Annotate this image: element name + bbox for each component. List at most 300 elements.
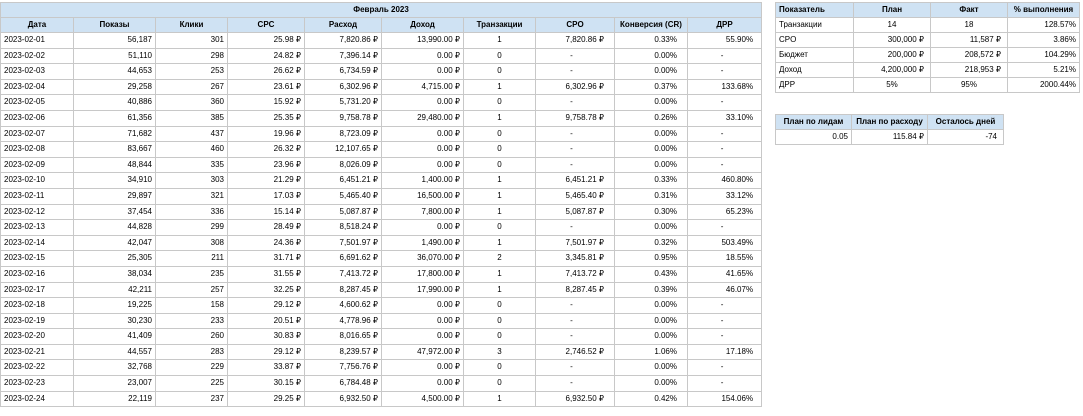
cell-cost: 6,691.62 ₽ bbox=[305, 251, 382, 267]
kpi-header-completion: % выполнения bbox=[1008, 3, 1080, 18]
table-row bbox=[1, 376, 762, 392]
cell-cpo: - bbox=[536, 157, 615, 173]
daily-stats-table bbox=[0, 2, 762, 407]
cell-conversion: 0.00% bbox=[615, 157, 688, 173]
cell-cost: 7,820.86 ₽ bbox=[305, 33, 382, 49]
cell-date: 2023-02-08 bbox=[1, 142, 74, 158]
cell-cost: 6,734.59 ₽ bbox=[305, 64, 382, 80]
cell-date: 2023-02-16 bbox=[1, 266, 74, 282]
cell-cpc: 23.96 ₽ bbox=[228, 157, 305, 173]
cell-drr: 65.23% bbox=[688, 204, 762, 220]
table-row bbox=[1, 220, 762, 236]
kpi-row bbox=[776, 18, 1080, 33]
cell-clicks: 460 bbox=[156, 142, 228, 158]
column-header-clicks: Клики bbox=[156, 18, 228, 33]
cell-conversion: 0.95% bbox=[615, 251, 688, 267]
kpi-cell-metric: Доход bbox=[776, 63, 854, 78]
cell-clicks: 299 bbox=[156, 220, 228, 236]
cell-date: 2023-02-18 bbox=[1, 298, 74, 314]
cell-conversion: 0.00% bbox=[615, 313, 688, 329]
cell-drr: 33.10% bbox=[688, 110, 762, 126]
cell-transactions: 1 bbox=[464, 204, 536, 220]
cell-cpo: - bbox=[536, 360, 615, 376]
cell-cpc: 30.83 ₽ bbox=[228, 329, 305, 345]
cell-income: 0.00 ₽ bbox=[382, 95, 464, 111]
cell-cpo: 6,302.96 ₽ bbox=[536, 79, 615, 95]
cell-date: 2023-02-21 bbox=[1, 344, 74, 360]
table-row bbox=[1, 157, 762, 173]
cell-income: 4,500.00 ₽ bbox=[382, 391, 464, 407]
cell-clicks: 360 bbox=[156, 95, 228, 111]
cell-clicks: 335 bbox=[156, 157, 228, 173]
cell-drr: - bbox=[688, 126, 762, 142]
cell-impressions: 42,211 bbox=[74, 282, 156, 298]
kpi-cell-plan: 4,200,000 ₽ bbox=[854, 63, 931, 78]
cell-impressions: 23,007 bbox=[74, 376, 156, 392]
cell-cost: 4,778.96 ₽ bbox=[305, 313, 382, 329]
cell-drr: 18.55% bbox=[688, 251, 762, 267]
cell-cpc: 25.35 ₽ bbox=[228, 110, 305, 126]
cell-clicks: 385 bbox=[156, 110, 228, 126]
kpi-cell-fact: 95% bbox=[931, 78, 1008, 93]
cell-transactions: 1 bbox=[464, 282, 536, 298]
cell-cpc: 28.49 ₽ bbox=[228, 220, 305, 236]
kpi-header-metric: Показатель bbox=[776, 3, 854, 18]
month-title: Февраль 2023 bbox=[1, 3, 762, 18]
table-row bbox=[1, 64, 762, 80]
cell-conversion: 0.00% bbox=[615, 48, 688, 64]
cell-impressions: 51,110 bbox=[74, 48, 156, 64]
cell-impressions: 44,653 bbox=[74, 64, 156, 80]
cell-cpc: 15.14 ₽ bbox=[228, 204, 305, 220]
cell-conversion: 0.39% bbox=[615, 282, 688, 298]
cell-cpc: 30.15 ₽ bbox=[228, 376, 305, 392]
cell-transactions: 0 bbox=[464, 376, 536, 392]
cell-transactions: 0 bbox=[464, 298, 536, 314]
cell-drr: 41.65% bbox=[688, 266, 762, 282]
cell-cpo: 6,451.21 ₽ bbox=[536, 173, 615, 189]
cell-clicks: 303 bbox=[156, 173, 228, 189]
cell-conversion: 0.00% bbox=[615, 220, 688, 236]
cell-cpo: 7,820.86 ₽ bbox=[536, 33, 615, 49]
table-row bbox=[1, 313, 762, 329]
cell-date: 2023-02-09 bbox=[1, 157, 74, 173]
cell-clicks: 260 bbox=[156, 329, 228, 345]
cell-impressions: 44,828 bbox=[74, 220, 156, 236]
cell-cpo: 3,345.81 ₽ bbox=[536, 251, 615, 267]
cell-cpo: - bbox=[536, 313, 615, 329]
cell-cpo: 8,287.45 ₽ bbox=[536, 282, 615, 298]
cell-conversion: 0.00% bbox=[615, 95, 688, 111]
cell-conversion: 0.32% bbox=[615, 235, 688, 251]
kpi-cell-plan: 200,000 ₽ bbox=[854, 48, 931, 63]
plan-summary-table bbox=[775, 114, 1004, 145]
plan-header-spend-plan: План по расходу bbox=[852, 115, 928, 130]
cell-clicks: 321 bbox=[156, 188, 228, 204]
cell-conversion: 0.33% bbox=[615, 33, 688, 49]
kpi-cell-fact: 218,953 ₽ bbox=[931, 63, 1008, 78]
cell-impressions: 25,305 bbox=[74, 251, 156, 267]
table-row bbox=[1, 391, 762, 407]
cell-income: 0.00 ₽ bbox=[382, 298, 464, 314]
cell-clicks: 298 bbox=[156, 48, 228, 64]
cell-transactions: 1 bbox=[464, 391, 536, 407]
cell-conversion: 0.00% bbox=[615, 298, 688, 314]
cell-conversion: 0.00% bbox=[615, 142, 688, 158]
cell-date: 2023-02-02 bbox=[1, 48, 74, 64]
cell-impressions: 29,897 bbox=[74, 188, 156, 204]
cell-transactions: 1 bbox=[464, 173, 536, 189]
kpi-cell-plan: 14 bbox=[854, 18, 931, 33]
cell-transactions: 0 bbox=[464, 360, 536, 376]
cell-cost: 8,287.45 ₽ bbox=[305, 282, 382, 298]
cell-conversion: 0.00% bbox=[615, 329, 688, 345]
column-header-conversion: Конверсия (CR) bbox=[615, 18, 688, 33]
cell-cost: 7,413.72 ₽ bbox=[305, 266, 382, 282]
cell-date: 2023-02-14 bbox=[1, 235, 74, 251]
kpi-row bbox=[776, 63, 1080, 78]
cell-date: 2023-02-15 bbox=[1, 251, 74, 267]
plan-value-leads-plan: 0.05 bbox=[776, 130, 852, 145]
cell-cpc: 33.87 ₽ bbox=[228, 360, 305, 376]
cell-cost: 6,932.50 ₽ bbox=[305, 391, 382, 407]
cell-impressions: 22,119 bbox=[74, 391, 156, 407]
cell-transactions: 0 bbox=[464, 126, 536, 142]
column-header-date: Дата bbox=[1, 18, 74, 33]
cell-date: 2023-02-17 bbox=[1, 282, 74, 298]
cell-drr: - bbox=[688, 95, 762, 111]
table-row bbox=[1, 173, 762, 189]
cell-cpc: 21.29 ₽ bbox=[228, 173, 305, 189]
cell-transactions: 0 bbox=[464, 220, 536, 236]
cell-clicks: 211 bbox=[156, 251, 228, 267]
kpi-cell-metric: CPO bbox=[776, 33, 854, 48]
cell-cpc: 31.55 ₽ bbox=[228, 266, 305, 282]
plan-value-days-left: -74 bbox=[928, 130, 1004, 145]
cell-cpo: - bbox=[536, 329, 615, 345]
cell-cpc: 29.12 ₽ bbox=[228, 344, 305, 360]
cell-income: 7,800.00 ₽ bbox=[382, 204, 464, 220]
kpi-cell-completion: 3.86% bbox=[1008, 33, 1080, 48]
cell-date: 2023-02-20 bbox=[1, 329, 74, 345]
table-row bbox=[1, 95, 762, 111]
cell-transactions: 0 bbox=[464, 64, 536, 80]
kpi-row bbox=[776, 33, 1080, 48]
cell-drr: - bbox=[688, 220, 762, 236]
cell-drr: - bbox=[688, 142, 762, 158]
cell-conversion: 0.00% bbox=[615, 126, 688, 142]
table-row bbox=[1, 344, 762, 360]
cell-drr: - bbox=[688, 157, 762, 173]
cell-date: 2023-02-12 bbox=[1, 204, 74, 220]
cell-drr: - bbox=[688, 64, 762, 80]
cell-income: 17,800.00 ₽ bbox=[382, 266, 464, 282]
cell-impressions: 29,258 bbox=[74, 79, 156, 95]
table-row bbox=[1, 142, 762, 158]
cell-cpo: 9,758.78 ₽ bbox=[536, 110, 615, 126]
cell-transactions: 0 bbox=[464, 48, 536, 64]
cell-impressions: 83,667 bbox=[74, 142, 156, 158]
table-row bbox=[1, 282, 762, 298]
kpi-cell-completion: 128.57% bbox=[1008, 18, 1080, 33]
cell-drr: - bbox=[688, 376, 762, 392]
cell-impressions: 42,047 bbox=[74, 235, 156, 251]
cell-conversion: 0.31% bbox=[615, 188, 688, 204]
cell-cost: 8,723.09 ₽ bbox=[305, 126, 382, 142]
cell-cpo: - bbox=[536, 95, 615, 111]
kpi-cell-fact: 18 bbox=[931, 18, 1008, 33]
kpi-header-fact: Факт bbox=[931, 3, 1008, 18]
cell-impressions: 37,454 bbox=[74, 204, 156, 220]
cell-income: 0.00 ₽ bbox=[382, 64, 464, 80]
table-row bbox=[1, 298, 762, 314]
cell-clicks: 158 bbox=[156, 298, 228, 314]
cell-cpc: 19.96 ₽ bbox=[228, 126, 305, 142]
cell-drr: 55.90% bbox=[688, 33, 762, 49]
cell-impressions: 19,225 bbox=[74, 298, 156, 314]
table-row bbox=[1, 48, 762, 64]
cell-cpc: 20.51 ₽ bbox=[228, 313, 305, 329]
cell-impressions: 44,557 bbox=[74, 344, 156, 360]
cell-cost: 4,600.62 ₽ bbox=[305, 298, 382, 314]
cell-transactions: 0 bbox=[464, 157, 536, 173]
cell-impressions: 56,187 bbox=[74, 33, 156, 49]
cell-clicks: 283 bbox=[156, 344, 228, 360]
kpi-cell-completion: 104.29% bbox=[1008, 48, 1080, 63]
cell-cost: 9,758.78 ₽ bbox=[305, 110, 382, 126]
cell-drr: 17.18% bbox=[688, 344, 762, 360]
cell-clicks: 301 bbox=[156, 33, 228, 49]
cell-conversion: 0.26% bbox=[615, 110, 688, 126]
plan-header-days-left: Осталось дней bbox=[928, 115, 1004, 130]
cell-income: 0.00 ₽ bbox=[382, 360, 464, 376]
cell-cpc: 32.25 ₽ bbox=[228, 282, 305, 298]
cell-conversion: 1.06% bbox=[615, 344, 688, 360]
cell-date: 2023-02-07 bbox=[1, 126, 74, 142]
cell-cost: 5,465.40 ₽ bbox=[305, 188, 382, 204]
cell-transactions: 1 bbox=[464, 33, 536, 49]
column-header-income: Доход bbox=[382, 18, 464, 33]
kpi-plan-fact-table bbox=[775, 2, 1080, 93]
cell-conversion: 0.33% bbox=[615, 173, 688, 189]
cell-conversion: 0.00% bbox=[615, 376, 688, 392]
cell-impressions: 30,230 bbox=[74, 313, 156, 329]
cell-date: 2023-02-04 bbox=[1, 79, 74, 95]
cell-cpc: 23.61 ₽ bbox=[228, 79, 305, 95]
cell-cpo: 6,932.50 ₽ bbox=[536, 391, 615, 407]
cell-cpo: 5,087.87 ₽ bbox=[536, 204, 615, 220]
cell-date: 2023-02-24 bbox=[1, 391, 74, 407]
kpi-cell-metric: Транзакции bbox=[776, 18, 854, 33]
cell-conversion: 0.30% bbox=[615, 204, 688, 220]
cell-cpc: 29.12 ₽ bbox=[228, 298, 305, 314]
column-header-cost: Расход bbox=[305, 18, 382, 33]
cell-cost: 8,518.24 ₽ bbox=[305, 220, 382, 236]
cell-cpc: 29.25 ₽ bbox=[228, 391, 305, 407]
table-row bbox=[1, 266, 762, 282]
column-header-impressions: Показы bbox=[74, 18, 156, 33]
cell-income: 4,715.00 ₽ bbox=[382, 79, 464, 95]
cell-income: 16,500.00 ₽ bbox=[382, 188, 464, 204]
cell-cpc: 31.71 ₽ bbox=[228, 251, 305, 267]
cell-drr: 503.49% bbox=[688, 235, 762, 251]
cell-income: 36,070.00 ₽ bbox=[382, 251, 464, 267]
table-row bbox=[1, 110, 762, 126]
cell-drr: - bbox=[688, 298, 762, 314]
cell-transactions: 0 bbox=[464, 95, 536, 111]
cell-income: 13,990.00 ₽ bbox=[382, 33, 464, 49]
cell-conversion: 0.00% bbox=[615, 64, 688, 80]
cell-conversion: 0.37% bbox=[615, 79, 688, 95]
cell-cpo: - bbox=[536, 48, 615, 64]
cell-cost: 8,016.65 ₽ bbox=[305, 329, 382, 345]
table-row bbox=[1, 251, 762, 267]
cell-cost: 8,239.57 ₽ bbox=[305, 344, 382, 360]
cell-impressions: 48,844 bbox=[74, 157, 156, 173]
table-row bbox=[1, 126, 762, 142]
cell-drr: 460.80% bbox=[688, 173, 762, 189]
table-row bbox=[1, 33, 762, 49]
cell-cpo: - bbox=[536, 64, 615, 80]
cell-cpo: - bbox=[536, 298, 615, 314]
cell-impressions: 71,682 bbox=[74, 126, 156, 142]
cell-drr: - bbox=[688, 313, 762, 329]
cell-income: 0.00 ₽ bbox=[382, 126, 464, 142]
table-row bbox=[1, 204, 762, 220]
cell-clicks: 267 bbox=[156, 79, 228, 95]
cell-income: 29,480.00 ₽ bbox=[382, 110, 464, 126]
cell-date: 2023-02-23 bbox=[1, 376, 74, 392]
kpi-cell-completion: 5.21% bbox=[1008, 63, 1080, 78]
cell-cost: 6,302.96 ₽ bbox=[305, 79, 382, 95]
cell-clicks: 235 bbox=[156, 266, 228, 282]
cell-income: 0.00 ₽ bbox=[382, 48, 464, 64]
cell-cost: 8,026.09 ₽ bbox=[305, 157, 382, 173]
cell-date: 2023-02-19 bbox=[1, 313, 74, 329]
cell-income: 17,990.00 ₽ bbox=[382, 282, 464, 298]
cell-transactions: 1 bbox=[464, 110, 536, 126]
kpi-row bbox=[776, 48, 1080, 63]
cell-cpc: 26.62 ₽ bbox=[228, 64, 305, 80]
cell-drr: - bbox=[688, 329, 762, 345]
cell-transactions: 0 bbox=[464, 329, 536, 345]
cell-cost: 7,501.97 ₽ bbox=[305, 235, 382, 251]
cell-impressions: 38,034 bbox=[74, 266, 156, 282]
cell-clicks: 253 bbox=[156, 64, 228, 80]
cell-cost: 5,731.20 ₽ bbox=[305, 95, 382, 111]
cell-cost: 12,107.65 ₽ bbox=[305, 142, 382, 158]
kpi-cell-metric: Бюджет bbox=[776, 48, 854, 63]
cell-drr: 33.12% bbox=[688, 188, 762, 204]
cell-date: 2023-02-03 bbox=[1, 64, 74, 80]
cell-drr: 133.68% bbox=[688, 79, 762, 95]
cell-date: 2023-02-06 bbox=[1, 110, 74, 126]
cell-date: 2023-02-11 bbox=[1, 188, 74, 204]
cell-transactions: 1 bbox=[464, 79, 536, 95]
cell-drr: - bbox=[688, 48, 762, 64]
kpi-cell-metric: ДРР bbox=[776, 78, 854, 93]
cell-transactions: 0 bbox=[464, 313, 536, 329]
cell-cpo: 5,465.40 ₽ bbox=[536, 188, 615, 204]
cell-date: 2023-02-01 bbox=[1, 33, 74, 49]
kpi-cell-plan: 5% bbox=[854, 78, 931, 93]
cell-cpo: 2,746.52 ₽ bbox=[536, 344, 615, 360]
cell-cost: 5,087.87 ₽ bbox=[305, 204, 382, 220]
cell-transactions: 0 bbox=[464, 142, 536, 158]
cell-transactions: 1 bbox=[464, 188, 536, 204]
cell-clicks: 237 bbox=[156, 391, 228, 407]
cell-transactions: 1 bbox=[464, 235, 536, 251]
column-header-cpo: CPO bbox=[536, 18, 615, 33]
cell-cost: 6,451.21 ₽ bbox=[305, 173, 382, 189]
cell-cpo: - bbox=[536, 376, 615, 392]
cell-clicks: 336 bbox=[156, 204, 228, 220]
cell-date: 2023-02-22 bbox=[1, 360, 74, 376]
column-header-cpc: CPC bbox=[228, 18, 305, 33]
cell-clicks: 229 bbox=[156, 360, 228, 376]
table-row bbox=[1, 329, 762, 345]
cell-cpo: - bbox=[536, 126, 615, 142]
cell-income: 1,490.00 ₽ bbox=[382, 235, 464, 251]
column-header-drr: ДРР bbox=[688, 18, 762, 33]
cell-cpo: 7,501.97 ₽ bbox=[536, 235, 615, 251]
cell-cpc: 25.98 ₽ bbox=[228, 33, 305, 49]
cell-cost: 7,756.76 ₽ bbox=[305, 360, 382, 376]
kpi-cell-fact: 208,572 ₽ bbox=[931, 48, 1008, 63]
table-row bbox=[1, 188, 762, 204]
cell-date: 2023-02-05 bbox=[1, 95, 74, 111]
kpi-cell-completion: 2000.44% bbox=[1008, 78, 1080, 93]
cell-income: 0.00 ₽ bbox=[382, 376, 464, 392]
cell-clicks: 308 bbox=[156, 235, 228, 251]
table-row bbox=[1, 235, 762, 251]
table-row bbox=[1, 79, 762, 95]
cell-drr: 46.07% bbox=[688, 282, 762, 298]
kpi-cell-fact: 11,587 ₽ bbox=[931, 33, 1008, 48]
cell-date: 2023-02-13 bbox=[1, 220, 74, 236]
cell-impressions: 41,409 bbox=[74, 329, 156, 345]
cell-cpo: 7,413.72 ₽ bbox=[536, 266, 615, 282]
cell-transactions: 3 bbox=[464, 344, 536, 360]
cell-drr: - bbox=[688, 360, 762, 376]
cell-clicks: 233 bbox=[156, 313, 228, 329]
cell-transactions: 1 bbox=[464, 266, 536, 282]
table-row bbox=[1, 360, 762, 376]
cell-cost: 7,396.14 ₽ bbox=[305, 48, 382, 64]
cell-impressions: 40,886 bbox=[74, 95, 156, 111]
plan-value-spend-plan: 115.84 ₽ bbox=[852, 130, 928, 145]
cell-cpc: 24.82 ₽ bbox=[228, 48, 305, 64]
cell-cpo: - bbox=[536, 220, 615, 236]
plan-header-leads-plan: План по лидам bbox=[776, 115, 852, 130]
cell-income: 0.00 ₽ bbox=[382, 142, 464, 158]
cell-drr: 154.06% bbox=[688, 391, 762, 407]
column-header-transactions: Транзакции bbox=[464, 18, 536, 33]
cell-cpc: 15.92 ₽ bbox=[228, 95, 305, 111]
cell-income: 0.00 ₽ bbox=[382, 329, 464, 345]
cell-impressions: 32,768 bbox=[74, 360, 156, 376]
cell-date: 2023-02-10 bbox=[1, 173, 74, 189]
cell-income: 0.00 ₽ bbox=[382, 157, 464, 173]
cell-clicks: 225 bbox=[156, 376, 228, 392]
cell-cpc: 24.36 ₽ bbox=[228, 235, 305, 251]
cell-conversion: 0.42% bbox=[615, 391, 688, 407]
kpi-header-plan: План bbox=[854, 3, 931, 18]
cell-clicks: 437 bbox=[156, 126, 228, 142]
kpi-cell-plan: 300,000 ₽ bbox=[854, 33, 931, 48]
cell-income: 1,400.00 ₽ bbox=[382, 173, 464, 189]
cell-impressions: 61,356 bbox=[74, 110, 156, 126]
